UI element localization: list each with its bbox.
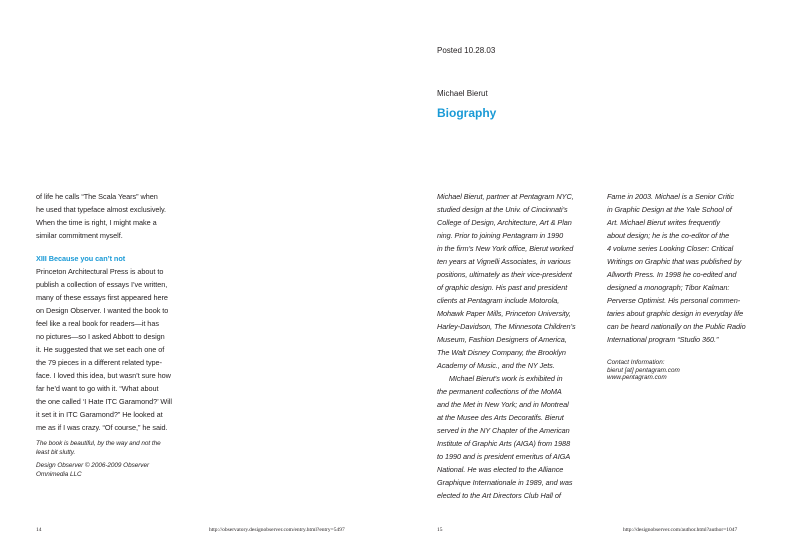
text-line: served in the NY Chapter of the American: [437, 426, 570, 435]
left-page-number: 14: [36, 527, 42, 533]
text-line: it set it in ITC Garamond?” He looked at: [36, 410, 163, 419]
text-line: Allworth Press. In 1998 he co-edited and: [607, 270, 737, 279]
text-line: far he’d want to go with it. “What about: [36, 384, 159, 393]
text-line: elected to the Art Directors Club Hall of: [437, 491, 561, 500]
text-line: ning. Prior to joining Pentagram in 1990: [437, 231, 564, 240]
text-line: Mohawk Paper Mills, Princeton University,: [437, 309, 571, 318]
text-line: in the firm’s New York office, Bierut worked: [437, 244, 574, 253]
text-line: Art. Michael Bierut writes frequently: [607, 218, 720, 227]
text-line: Writings on Graphic that was published by: [607, 257, 742, 266]
contact-email: bierut [at] pentagram.com: [607, 366, 680, 374]
copyright-line: Omnimedia LLC: [36, 470, 82, 478]
text-line: to 1990 and is president emeritus of AIGA: [437, 452, 571, 461]
text-line: clients at Pentagram include Motorola,: [437, 296, 560, 305]
text-line: ten years at Vignelli Associates, in various: [437, 257, 571, 266]
text-line: feel like a real book for readers—it has: [36, 319, 159, 328]
spacer: [36, 242, 208, 252]
text-line: Perverse Optimist. His personal commen-: [607, 296, 741, 305]
text-line: publish a collection of essays I’ve written,: [36, 280, 168, 289]
text-line: on Design Observer. I wanted the book to: [36, 306, 169, 315]
page-title: Biography: [437, 106, 497, 120]
text-line: 4 volume series Looking Closer: Critical: [607, 244, 734, 253]
left-page-url: http://observatory.designobserver.com/entry.html?entry=5497: [209, 527, 345, 533]
text-line: taries about graphic design in everyday life: [607, 309, 744, 318]
text-line: Harley-Davidson, The Minnesota Children’s: [437, 322, 576, 331]
text-line: and the Met in New York; and in Montreal: [437, 400, 569, 409]
text-line: International program “Studio 360.”: [607, 335, 719, 344]
middle-column: [437, 190, 609, 502]
text-line: the 79 pieces in a different related type-: [36, 358, 162, 367]
text-line: Museum, Fashion Designers of America,: [437, 335, 567, 344]
text-line: no pictures—so I asked Abbott to design: [36, 332, 165, 341]
note-line: least bit slutty.: [36, 448, 76, 456]
text-line: Institute of Graphic Arts (AIGA) from 1988: [437, 439, 571, 448]
text-line: the permanent collections of the MoMA: [437, 387, 562, 396]
section-heading: XIII Because you can’t not: [36, 254, 126, 263]
text-line: Graphique Internationale in 1989, and was: [437, 478, 573, 487]
text-line: The Walt Disney Company, the Brooklyn: [437, 348, 566, 357]
text-line: Michael Bierut, partner at Pentagram NYC,: [437, 192, 574, 201]
contact-info: [607, 359, 680, 382]
text-line: positions, ultimately as their vice-president: [437, 270, 572, 279]
author-name: Michael Bierut: [437, 89, 488, 98]
text-line: he used that typeface almost exclusively.: [36, 205, 167, 214]
text-line: it. He suggested that we set each one of: [36, 345, 165, 354]
text-line: about design; he is the co-editor of the: [607, 231, 730, 240]
text-line: studied design at the Univ. of Cincinnati’s: [437, 205, 568, 214]
text-line: many of these essays first appeared here: [36, 293, 168, 302]
copyright-line: Design Observer © 2006-2009 Observer: [36, 462, 150, 469]
text-line: of graphic design. His past and president: [437, 283, 568, 292]
posted-date: Posted 10.28.03: [437, 46, 496, 55]
left-column: [36, 190, 208, 479]
text-line: Fame in 2003. Michael is a Senior Critic: [607, 192, 734, 201]
text-line: can be heard nationally on the Public Radio: [607, 322, 746, 331]
note-line: The book is beautiful, by the way and not the: [36, 440, 161, 447]
text-line: Princeton Architectural Press is about to: [36, 267, 164, 276]
text-line: of life he calls “The Scala Years” when: [36, 192, 158, 201]
text-line: National. He was elected to the Alliance: [437, 465, 564, 474]
text-line: When the time is right, I might make a: [36, 218, 157, 227]
text-line: designed a monograph; Tibor Kalman:: [607, 283, 730, 292]
text-line: MIchael Bierut’s work is exhibited in: [437, 374, 563, 383]
text-line: College of Design, Architecture, Art & Plan: [437, 218, 572, 227]
text-line: at the Musee des Arts Decoratifs. Bierut: [437, 413, 564, 422]
right-page-url: http://designobserver.com/author.html?author=1047: [623, 527, 738, 533]
text-line: me as if I was crazy. “Of course,” he said.: [36, 423, 168, 432]
text-line: in Graphic Design at the Yale School of: [607, 205, 732, 214]
right-page-number: 15: [437, 527, 443, 533]
text-line: the one called ‘I Hate ITC Garamond?’ Will: [36, 397, 172, 406]
contact-website: www.pentagram.com: [607, 374, 667, 381]
contact-heading: Contact Information:: [607, 359, 665, 366]
right-column: [607, 190, 775, 346]
text-line: face. I loved this idea, but wasn’t sure how: [36, 371, 171, 380]
text-line: Academy of Music., and the NY Jets.: [437, 361, 555, 370]
text-line: similar commitment myself.: [36, 231, 123, 240]
